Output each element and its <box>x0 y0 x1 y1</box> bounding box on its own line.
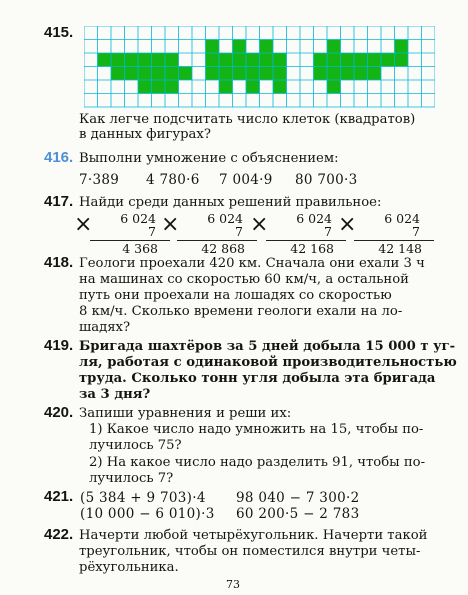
solution-multiplier: 7 <box>412 224 420 239</box>
task-420-prompt: Запиши уравнения и реши их: <box>79 406 292 421</box>
expression-421-4: 60 200·5 − 2 783 <box>236 506 360 522</box>
solution-417-2 <box>161 211 257 255</box>
solution-multiplier: 7 <box>235 224 243 239</box>
task-417-prompt: Найди среди данных решений правильное: <box>79 195 382 210</box>
green-figure-1 <box>98 53 193 94</box>
expression-416-1: 7·389 <box>79 172 120 188</box>
task-418-line3: путь они проехали на лошадях со скоростью <box>79 288 392 303</box>
expression-421-3: (10 000 − 6 010)·3 <box>80 506 215 522</box>
page-number: 73 <box>226 578 240 591</box>
task-422-line2: треугольник, чтобы он поместился внутри четы- <box>79 544 421 559</box>
task-415-text-line2: в данных фигурах? <box>79 127 211 142</box>
task-419-line3: труда. Сколько тонн угля добыла эта бригада <box>79 371 436 386</box>
task-421-number: 421. <box>44 488 74 505</box>
multiply-sign-icon: × <box>338 212 357 237</box>
expression-416-2: 4 780·6 <box>146 172 200 188</box>
solution-result: 4 368 <box>122 241 158 256</box>
expression-421-2: 98 040 − 7 300·2 <box>236 490 360 506</box>
solution-result: 42 148 <box>378 241 422 256</box>
task-416-prompt: Выполни умножение с объяснением: <box>79 151 339 166</box>
task-420-line3: 2) На какое число надо разделить 91, чтобы по- <box>89 455 426 470</box>
expression-416-3: 7 004·9 <box>219 172 273 188</box>
solution-multiplicand: 6 024 <box>120 211 156 226</box>
solution-multiplicand: 6 024 <box>207 211 243 226</box>
solution-result: 42 868 <box>201 241 245 256</box>
task-418-number: 418. <box>44 254 74 271</box>
task-418-line2: на машинах со скоростью 60 км/ч, а остальной <box>79 272 409 287</box>
task-420-line4: лучилось 7? <box>89 471 174 486</box>
solution-multiplier: 7 <box>148 224 156 239</box>
solution-417-4 <box>338 211 434 255</box>
solution-multiplicand: 6 024 <box>384 211 420 226</box>
solution-result: 42 168 <box>290 241 334 256</box>
expression-416-4: 80 700·3 <box>295 172 358 188</box>
task-418-line1: Геологи проехали 420 км. Сначала они ехали 3 ч <box>79 256 425 271</box>
task-416-number: 416. <box>44 149 74 166</box>
multiply-sign-icon: × <box>74 212 93 237</box>
task-418-line4: 8 км/ч. Сколько времени геологи ехали на ло- <box>79 304 403 319</box>
multiply-sign-icon: × <box>161 212 180 237</box>
task-420-line1: 1) Какое число надо умножить на 15, чтобы по- <box>89 422 424 437</box>
task-417-number: 417. <box>44 193 74 210</box>
grid-lines <box>84 26 435 107</box>
solution-multiplicand: 6 024 <box>296 211 332 226</box>
solution-417-1 <box>74 211 170 255</box>
squares-figures-grid <box>84 26 435 108</box>
task-422-number: 422. <box>44 526 74 543</box>
task-420-number: 420. <box>44 404 74 421</box>
task-418-line5: шадях? <box>79 320 131 335</box>
task-419-line1: Бригада шахтёров за 5 дней добыла 15 000 т уг- <box>79 339 456 354</box>
solution-417-3 <box>250 211 346 255</box>
task-420-line2: лучилось 75? <box>89 438 182 453</box>
task-419-line2: ля, работая с одинаковой производительностью <box>79 355 457 370</box>
task-422-line3: рёхугольника. <box>79 560 179 575</box>
expression-421-1: (5 384 + 9 703)·4 <box>80 490 206 506</box>
task-419-line4: за 3 дня? <box>79 387 151 402</box>
task-419-number: 419. <box>44 337 74 354</box>
multiply-sign-icon: × <box>250 212 269 237</box>
task-415-text-line1: Как легче подсчитать число клеток (квадратов) <box>79 112 416 127</box>
solution-multiplier: 7 <box>324 224 332 239</box>
task-422-line1: Начерти любой четырёхугольник. Начерти такой <box>79 528 428 543</box>
task-415-number: 415. <box>44 24 74 41</box>
